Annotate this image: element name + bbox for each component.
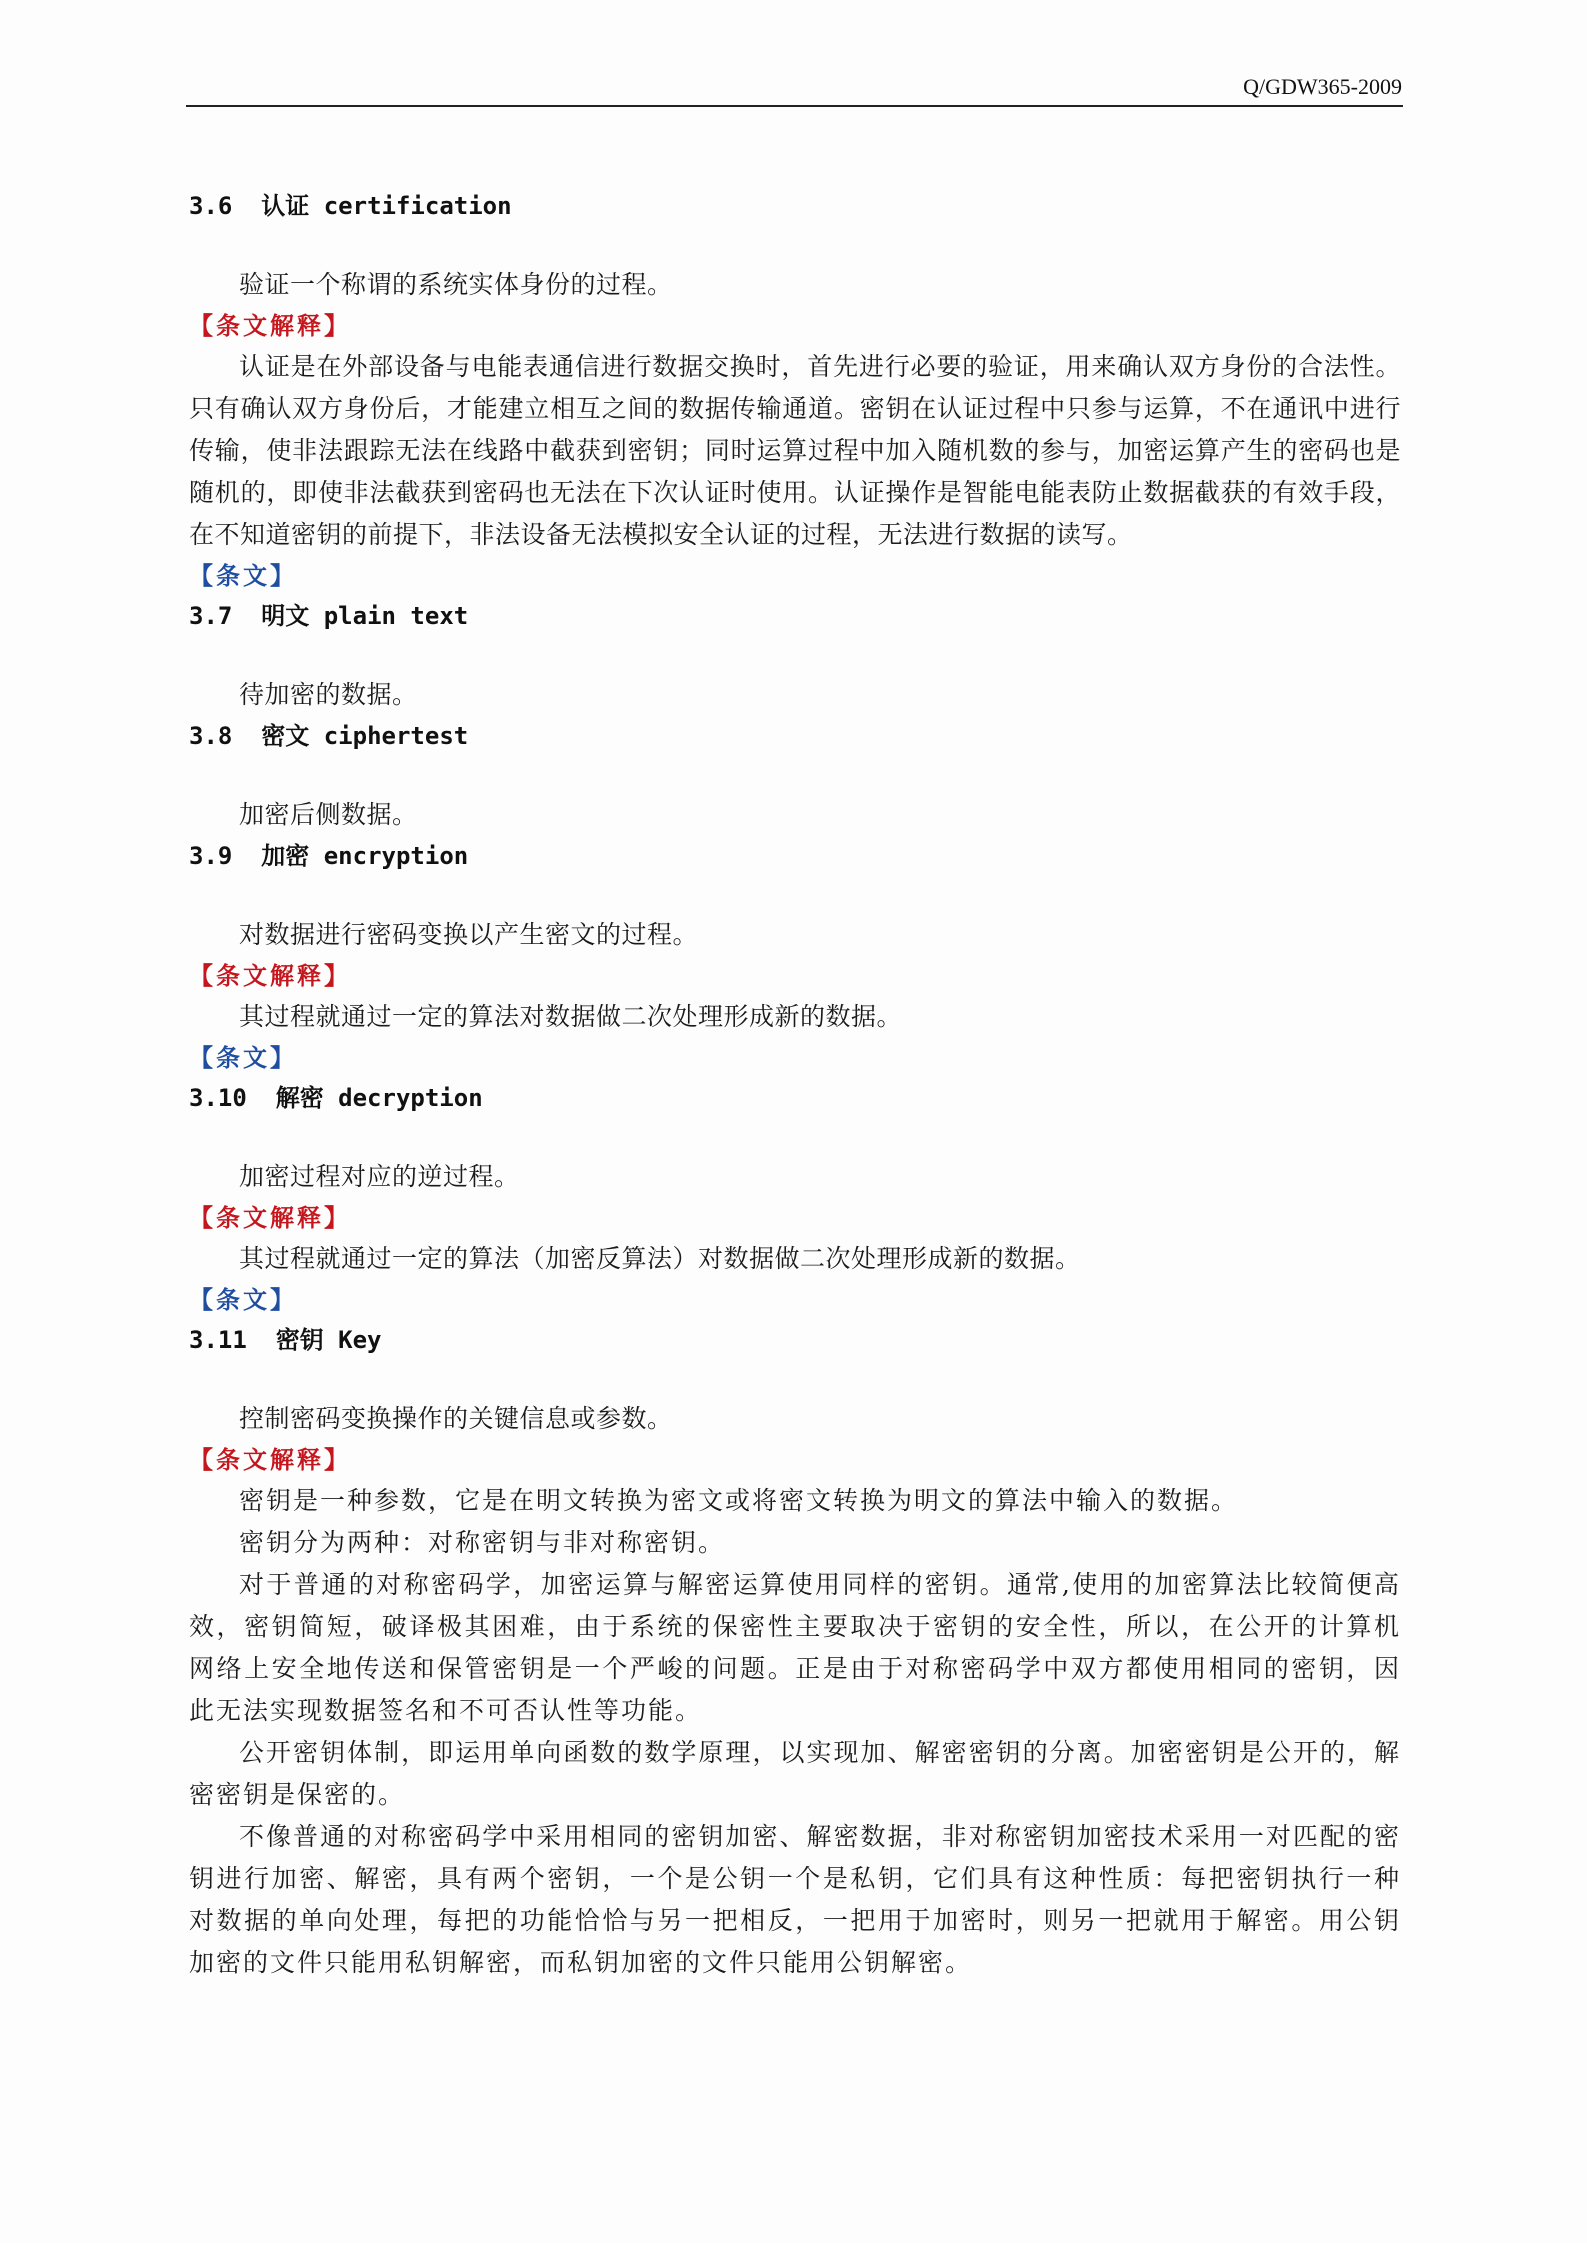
explanation-text: 密钥是一种参数，它是在明文转换为密文或将密文转换为明文的算法中输入的数据。 [239,1486,1239,1515]
explanation-text: 公开密钥体制，即运用单向函数的数学原理，以实现加、解密密钥的分离。加密密钥是公开的，解密密钥是保密的。 [189,1738,1401,1809]
clause-tag: 【条文】 [189,1044,297,1072]
explanation-text: 对于普通的对称密码学，加密运算与解密运算使用同样的密钥。通常,使用的加密算法比较简便高效，密钥简短，破译极其困难，由于系统的保密性主要取决于密钥的安全性，所以，在公开的计算机网络上安全地传送和保管密钥是一个严峻的问题。正是由于对称密码学中双方都使用相同的密钥，因此无法实现数据签名和不可否认性等功能。 [189,1570,1401,1725]
definition-text: 对数据进行密码变换以产生密文的过程。 [239,920,699,949]
definition-text: 待加密的数据。 [239,680,418,709]
explanation-text: 认证是在外部设备与电能表通信进行数据交换时，首先进行必要的验证，用来确认双方身份的合法性。只有确认双方身份后，才能建立相互之间的数据传输通道。密钥在认证过程中只参与运算，不在通讯中进行传输，使非法跟踪无法在线路中截获到密钥；同时运算过程中加入随机数的参与，加密运算产生的密码也是随机的，即使非法截获到密码也无法在下次认证时使用。认证操作是智能电能表防止数据截获的有效手段，在不知道密钥的前提下，非法设备无法模拟安全认证的过程，无法进行数据的读写。 [189,352,1401,549]
clause-tag: 【条文】 [189,562,297,590]
definition-text: 验证一个称谓的系统实体身份的过程。 [239,270,673,299]
definition-text: 加密后侧数据。 [239,800,418,829]
definition-text: 控制密码变换操作的关键信息或参数。 [239,1404,673,1433]
section-heading: 3.7 明文 plain text [189,602,469,630]
section-heading: 3.9 加密 encryption [189,842,469,870]
section-heading: 3.8 密文 ciphertest [189,722,469,750]
document-code: Q/GDW365-2009 [1243,74,1402,99]
clause-tag: 【条文】 [189,1286,297,1314]
definition-text: 加密过程对应的逆过程。 [239,1162,520,1191]
section-heading: 3.6 认证 certification [189,192,512,220]
section-heading: 3.11 密钥 Key [189,1326,382,1354]
explanation-text: 密钥分为两种：对称密钥与非对称密钥。 [239,1528,726,1557]
clause-explanation-tag: 【条文解释】 [189,1204,351,1232]
document-body [189,186,1401,1984]
clause-explanation-tag: 【条文解释】 [189,1446,351,1474]
explanation-text: 其过程就通过一定的算法（加密反算法）对数据做二次处理形成新的数据。 [239,1244,1081,1273]
clause-explanation-tag: 【条文解释】 [189,962,351,990]
clause-explanation-tag: 【条文解释】 [189,312,351,340]
header-divider [186,105,1403,107]
explanation-text: 其过程就通过一定的算法对数据做二次处理形成新的数据。 [239,1002,903,1031]
section-heading: 3.10 解密 decryption [189,1084,483,1112]
explanation-text: 不像普通的对称密码学中采用相同的密钥加密、解密数据，非对称密钥加密技术采用一对匹配的密钥进行加密、解密，具有两个密钥，一个是公钥一个是私钥，它们具有这种性质：每把密钥执行一种对数据的单向处理，每把的功能恰恰与另一把相反，一把用于加密时，则另一把就用于解密。用公钥加密的文件只能用私钥解密，而私钥加密的文件只能用公钥解密。 [189,1822,1401,1977]
